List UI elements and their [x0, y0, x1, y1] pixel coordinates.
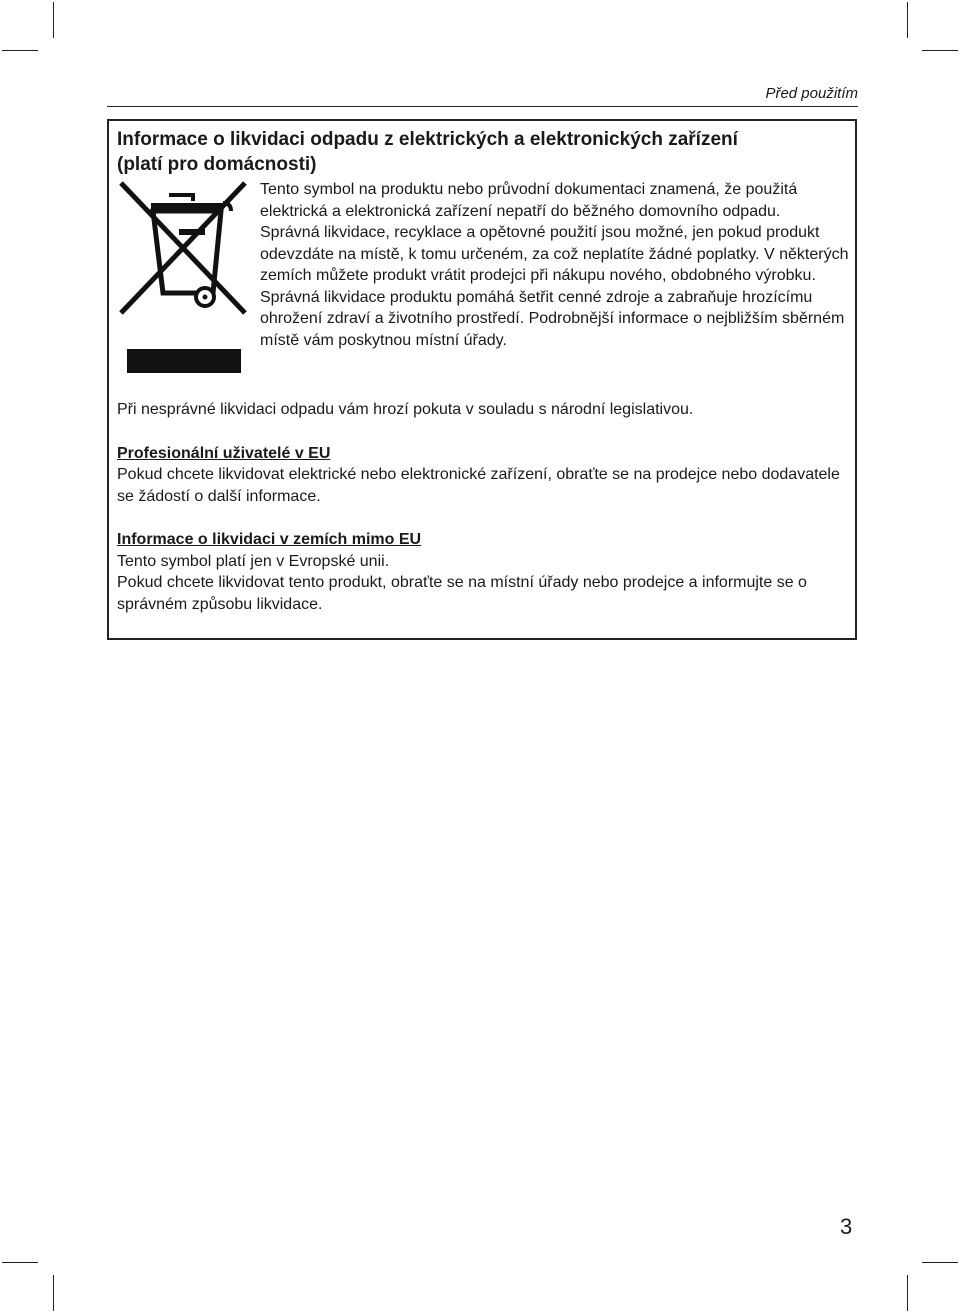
disposal-notice-box [107, 119, 857, 640]
outside-eu-text: Pokud chcete likvidovat tento produkt, obraťte se na místní úřady nebo prodejce a informujte se o správném způsobu likvidace. [117, 574, 807, 613]
notice-title-line1: Informace o likvidaci odpadu z elektrických a elektronických zařízení [117, 129, 738, 150]
crop-mark [907, 1275, 908, 1311]
crop-mark [922, 1262, 958, 1263]
professional-users-heading: Profesionální uživatelé v EU [117, 444, 331, 462]
symbol-explanation [260, 179, 860, 351]
crop-mark [2, 1262, 38, 1263]
professional-users-text: Pokud chcete likvidovat elektrické nebo elektronické zařízení, obraťte se na prodejce nebo dodavatele se žádostí o další informace. [117, 466, 840, 505]
crop-mark [922, 50, 958, 51]
crop-mark [53, 2, 54, 38]
outside-eu-heading: Informace o likvidaci v zemích mimo EU [117, 531, 422, 548]
page-number: 3 [840, 1214, 853, 1239]
running-header: Před použitím [765, 85, 858, 102]
outside-eu-text: Tento symbol platí jen v Evropské unii. [117, 552, 390, 570]
crop-mark [53, 1275, 54, 1311]
penalty-statement: Při nesprávné likvidaci odpadu vám hrozí pokuta v souladu s národní legislativou. [117, 401, 694, 418]
header-rule [107, 106, 858, 107]
notice-body [117, 399, 851, 615]
crop-mark [907, 2, 908, 38]
intro-paragraph: Správná likvidace produktu pomáhá šetřit cenné zdroje a zabraňuje hrozícímu ohrožení zdraví a životního prostředí. Podrobnější informace o nejbližším sběrném místě vám poskytnou místní úřady. [260, 288, 845, 349]
intro-paragraph: Správná likvidace, recyklace a opětovné použití jsou možné, jen pokud produkt odevzdáte na místě, k tomu určeném, za což neplatíte žádné poplatky. V některých zemích můžete produkt vrátit prodejci při nákupu nového, obdobného výrobku. [260, 224, 849, 284]
crossed-out-wheelie-bin-icon [117, 181, 249, 377]
intro-paragraph: Tento symbol na produktu nebo průvodní dokumentaci znamená, že použitá elektrická a elektronická zařízení nepatří do běžného domovního odpadu. [260, 181, 798, 220]
crop-mark [2, 50, 38, 51]
notice-title [117, 127, 851, 177]
notice-title-line2: (platí pro domácnosti) [117, 154, 317, 175]
